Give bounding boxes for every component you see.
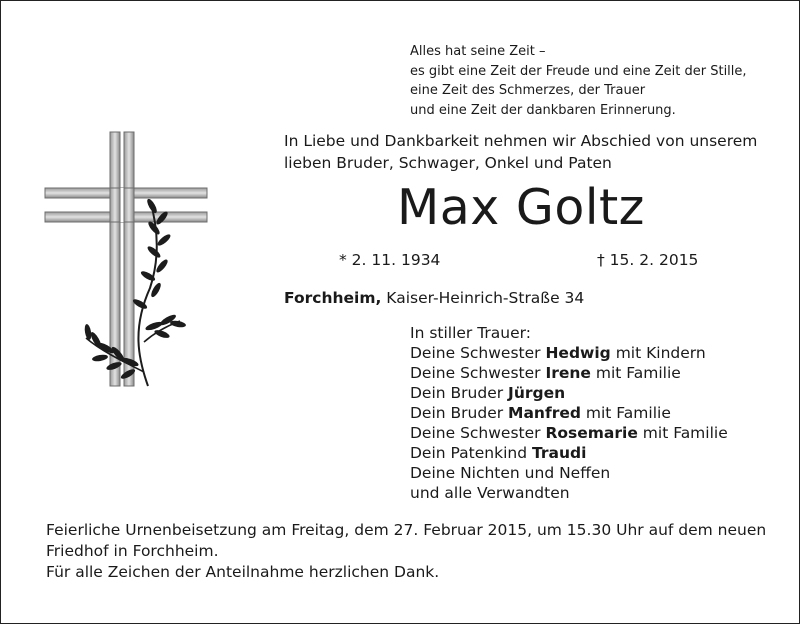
mourner-suffix: mit Kindern — [610, 344, 706, 362]
mourner-relation: Deine Schwester — [410, 424, 546, 442]
poem-line: und eine Zeit der dankbaren Erinnerung. — [410, 102, 676, 118]
deceased-name: Max Goltz — [397, 179, 645, 236]
mourner-relation: Deine Schwester — [410, 344, 546, 362]
mourner-suffix: mit Familie — [580, 404, 671, 422]
birth-date: * 2. 11. 1934 — [339, 251, 441, 269]
mourner-entry — [410, 383, 728, 403]
address-city: Forchheim, — [284, 289, 382, 307]
death-date: † 15. 2. 2015 — [597, 251, 699, 269]
mourners-closing-line: und alle Verwandten — [410, 484, 570, 502]
funeral-notice — [46, 520, 766, 583]
intro-text — [284, 130, 757, 174]
mourner-suffix: mit Familie — [637, 424, 728, 442]
intro-line: In Liebe und Dankbarkeit nehmen wir Abschied von unserem — [284, 132, 758, 150]
mourner-entry — [410, 343, 728, 363]
poem-line: eine Zeit des Schmerzes, der Trauer — [410, 83, 646, 98]
mourner-entry — [410, 363, 728, 383]
mourner-entry — [410, 443, 728, 463]
mourner-relation: Deine Schwester — [410, 364, 546, 382]
footer-line: Friedhof in Forchheim. — [46, 542, 219, 560]
mourner-relation: Dein Patenkind — [410, 444, 532, 462]
poem — [410, 42, 747, 120]
cross-with-laurel-icon — [40, 128, 220, 390]
poem-line: Alles hat seine Zeit – — [410, 44, 546, 59]
mourner-name: Jürgen — [508, 384, 566, 402]
address — [284, 287, 584, 309]
mourner-name: Traudi — [532, 444, 587, 462]
address-street: Kaiser-Heinrich-Straße 34 — [381, 289, 585, 307]
mourner-entry — [410, 403, 728, 423]
intro-line: lieben Bruder, Schwager, Onkel und Paten — [284, 154, 612, 172]
mourner-name: Manfred — [508, 404, 581, 422]
footer-line: Für alle Zeichen der Anteilnahme herzlichen Dank. — [46, 563, 440, 581]
mourner-name: Irene — [545, 364, 591, 382]
mourner-relation: Dein Bruder — [410, 384, 509, 402]
mourners-closing-line: Deine Nichten und Neffen — [410, 464, 611, 482]
mourner-suffix: mit Familie — [590, 364, 681, 382]
poem-line: es gibt eine Zeit der Freude und eine Zeit der Stille, — [410, 63, 747, 79]
mourner-entry — [410, 423, 728, 443]
mourner-name: Rosemarie — [545, 424, 638, 442]
mourners-heading: In stiller Trauer: — [410, 324, 531, 342]
footer-line: Feierliche Urnenbeisetzung am Freitag, dem 27. Februar 2015, um 15.30 Uhr auf dem neuen — [46, 521, 767, 539]
mourner-relation: Dein Bruder — [410, 404, 509, 422]
mourner-name: Hedwig — [545, 344, 611, 362]
mourners-list — [410, 323, 728, 503]
